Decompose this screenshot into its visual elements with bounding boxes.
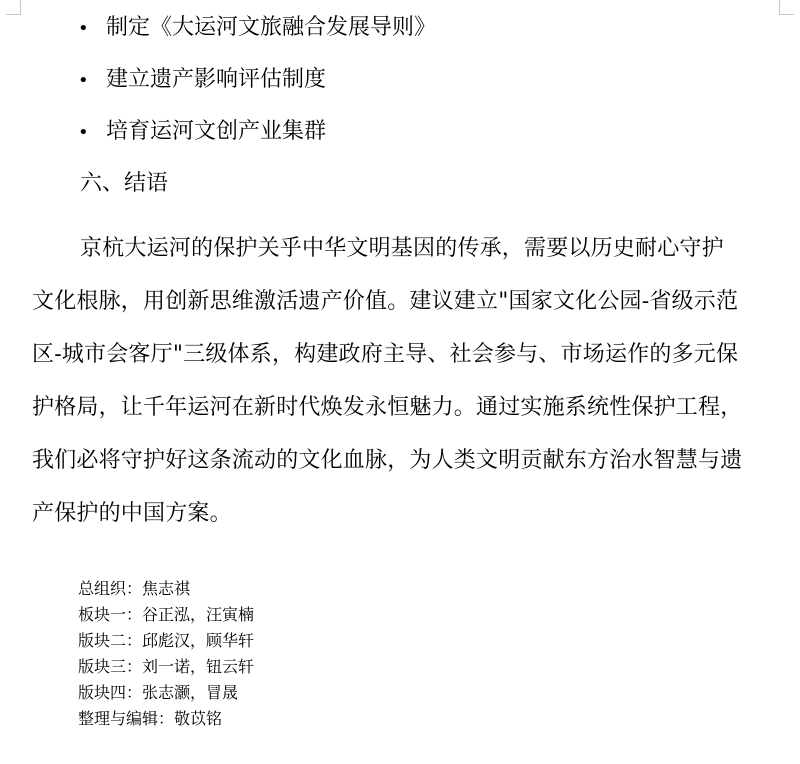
page-corner-mark-top-right xyxy=(779,0,794,15)
credit-line: 版块四：张志灏，冒晟 xyxy=(78,683,239,702)
list-item xyxy=(78,116,436,168)
conclusion-paragraph: 京杭大运河的保护关乎中华文明基因的传承，需要以历史耐心守护文化根脉，用创新思维激活遗产价值。建议建立"国家文化公园-省级示范区-城市会客厅"三级体系，构建政府主导、社会参与、市场运作的多元保护格局，让千年运河在新时代焕发永恒魅力。通过实施系统性保护工程，我们必将守护好这条流动的文化血脉，为人类文明贡献东方治水智慧与遗产保护的中国方案。 xyxy=(32,236,743,526)
list-item-text: 制定《大运河文旅融合发展导则》 xyxy=(106,15,437,40)
credit-line: 板块一：谷正泓，汪寅楠 xyxy=(78,605,255,624)
credit-line: 版块二：邱彪汉，顾华轩 xyxy=(78,631,255,650)
list-item-text: 培育运河文创产业集群 xyxy=(106,119,327,144)
bullet-icon: • xyxy=(78,70,89,91)
recommendation-list xyxy=(78,12,436,168)
bullet-icon: • xyxy=(78,18,89,39)
section-heading: 六、结语 xyxy=(80,171,169,196)
credits-list xyxy=(78,576,254,732)
list-item xyxy=(78,12,436,64)
credit-line: 版块三：刘一诺，钮云轩 xyxy=(78,657,255,676)
list-item xyxy=(78,64,436,116)
page-corner-mark-top-left xyxy=(6,0,21,15)
list-item-text: 建立遗产影响评估制度 xyxy=(106,67,327,92)
credit-line: 整理与编辑：敬苡铭 xyxy=(78,709,223,728)
credit-line: 总组织：焦志祺 xyxy=(78,579,191,598)
bullet-icon: • xyxy=(78,122,89,143)
